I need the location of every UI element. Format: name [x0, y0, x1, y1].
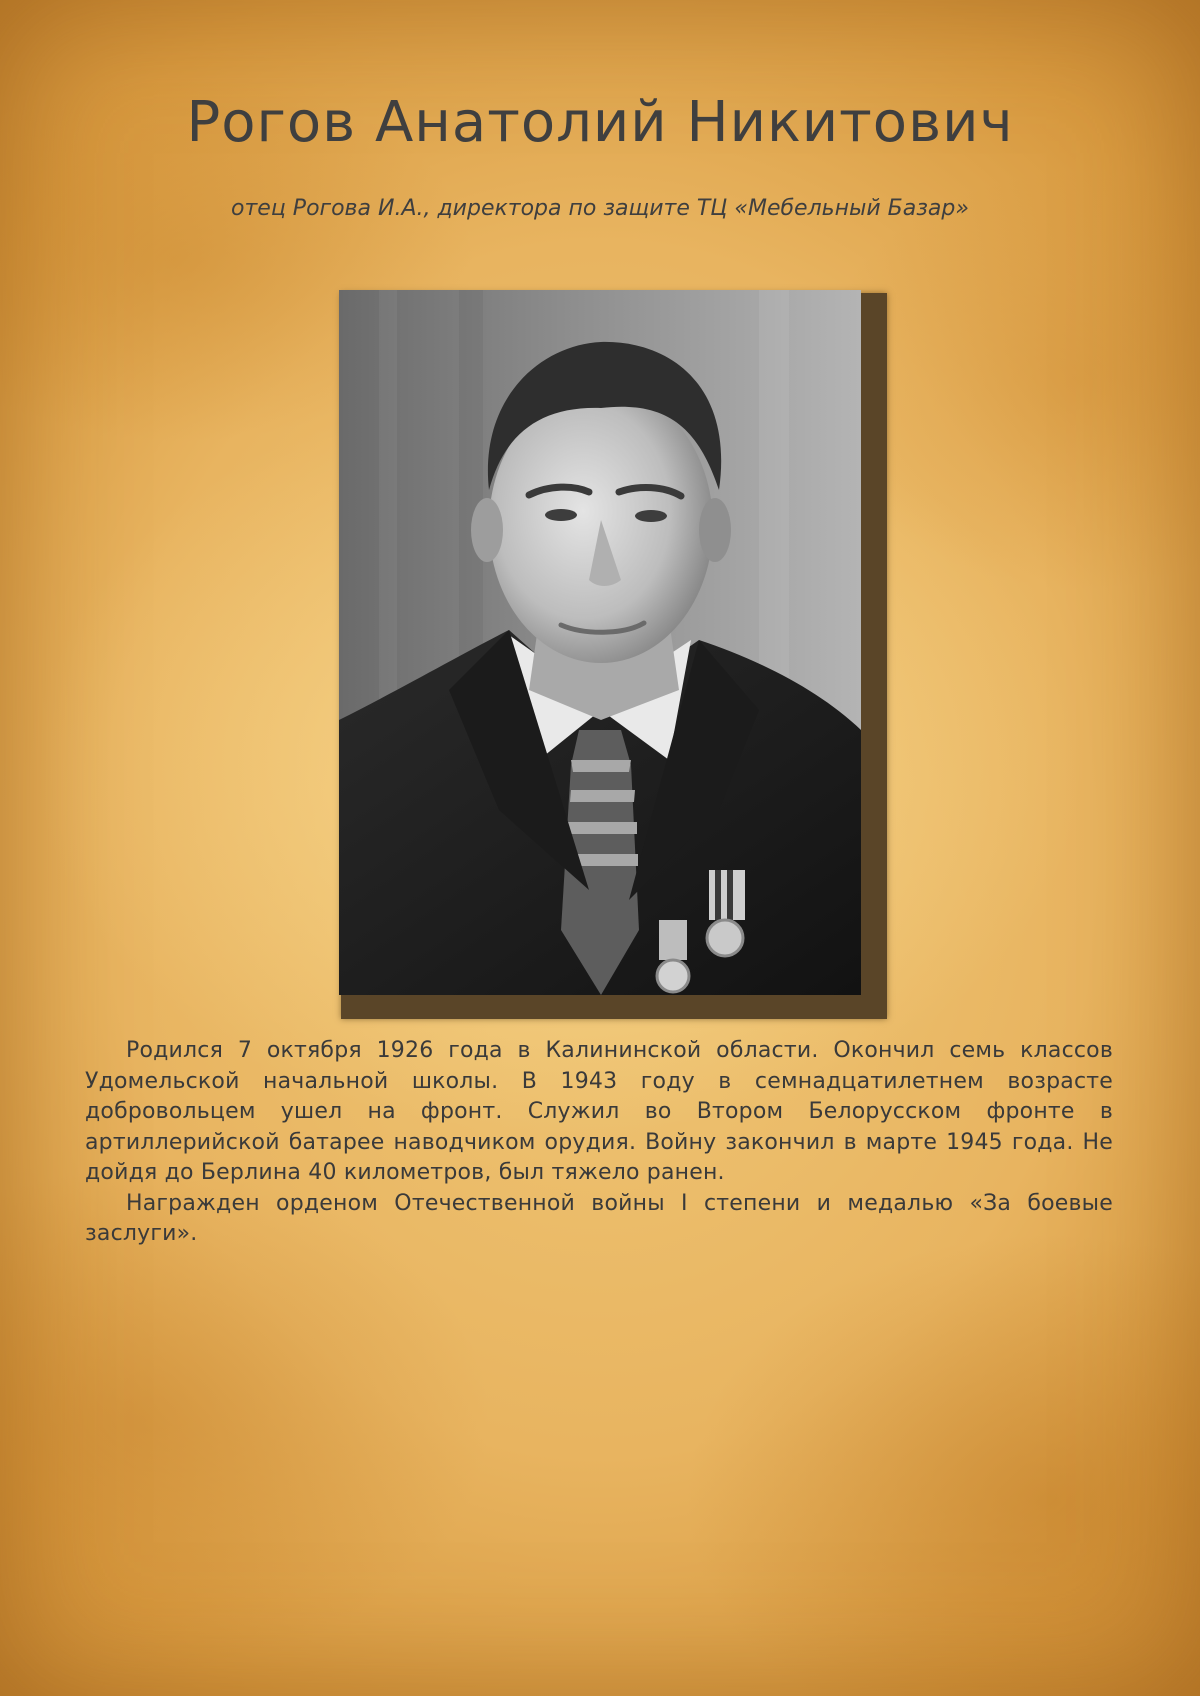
portrait-photo — [339, 290, 861, 995]
biography-paragraph: Родился 7 октября 1926 года в Калининской области. Окончил семь классов Удомельской начальной школы. В 1943 году в семнадцатилетнем возрасте добровольцем ушел на фронт. Служил во Втором Белорусском фронте в артиллерийской батарее наводчиком орудия. Войну закончил в марте 1945 года. Не дойдя до Берлина 40 километров, был тяжело ранен. — [85, 1038, 1113, 1185]
biography-text — [85, 1036, 1113, 1250]
biography-paragraph: Награжден орденом Отечественной войны I степени и медалью «За боевые заслуги». — [85, 1190, 1113, 1246]
page-subtitle: отец Рогова И.А., директора по защите ТЦ «Мебельный Базар» — [231, 196, 969, 221]
page-title: Рогов Анатолий Никитович — [186, 90, 1014, 155]
